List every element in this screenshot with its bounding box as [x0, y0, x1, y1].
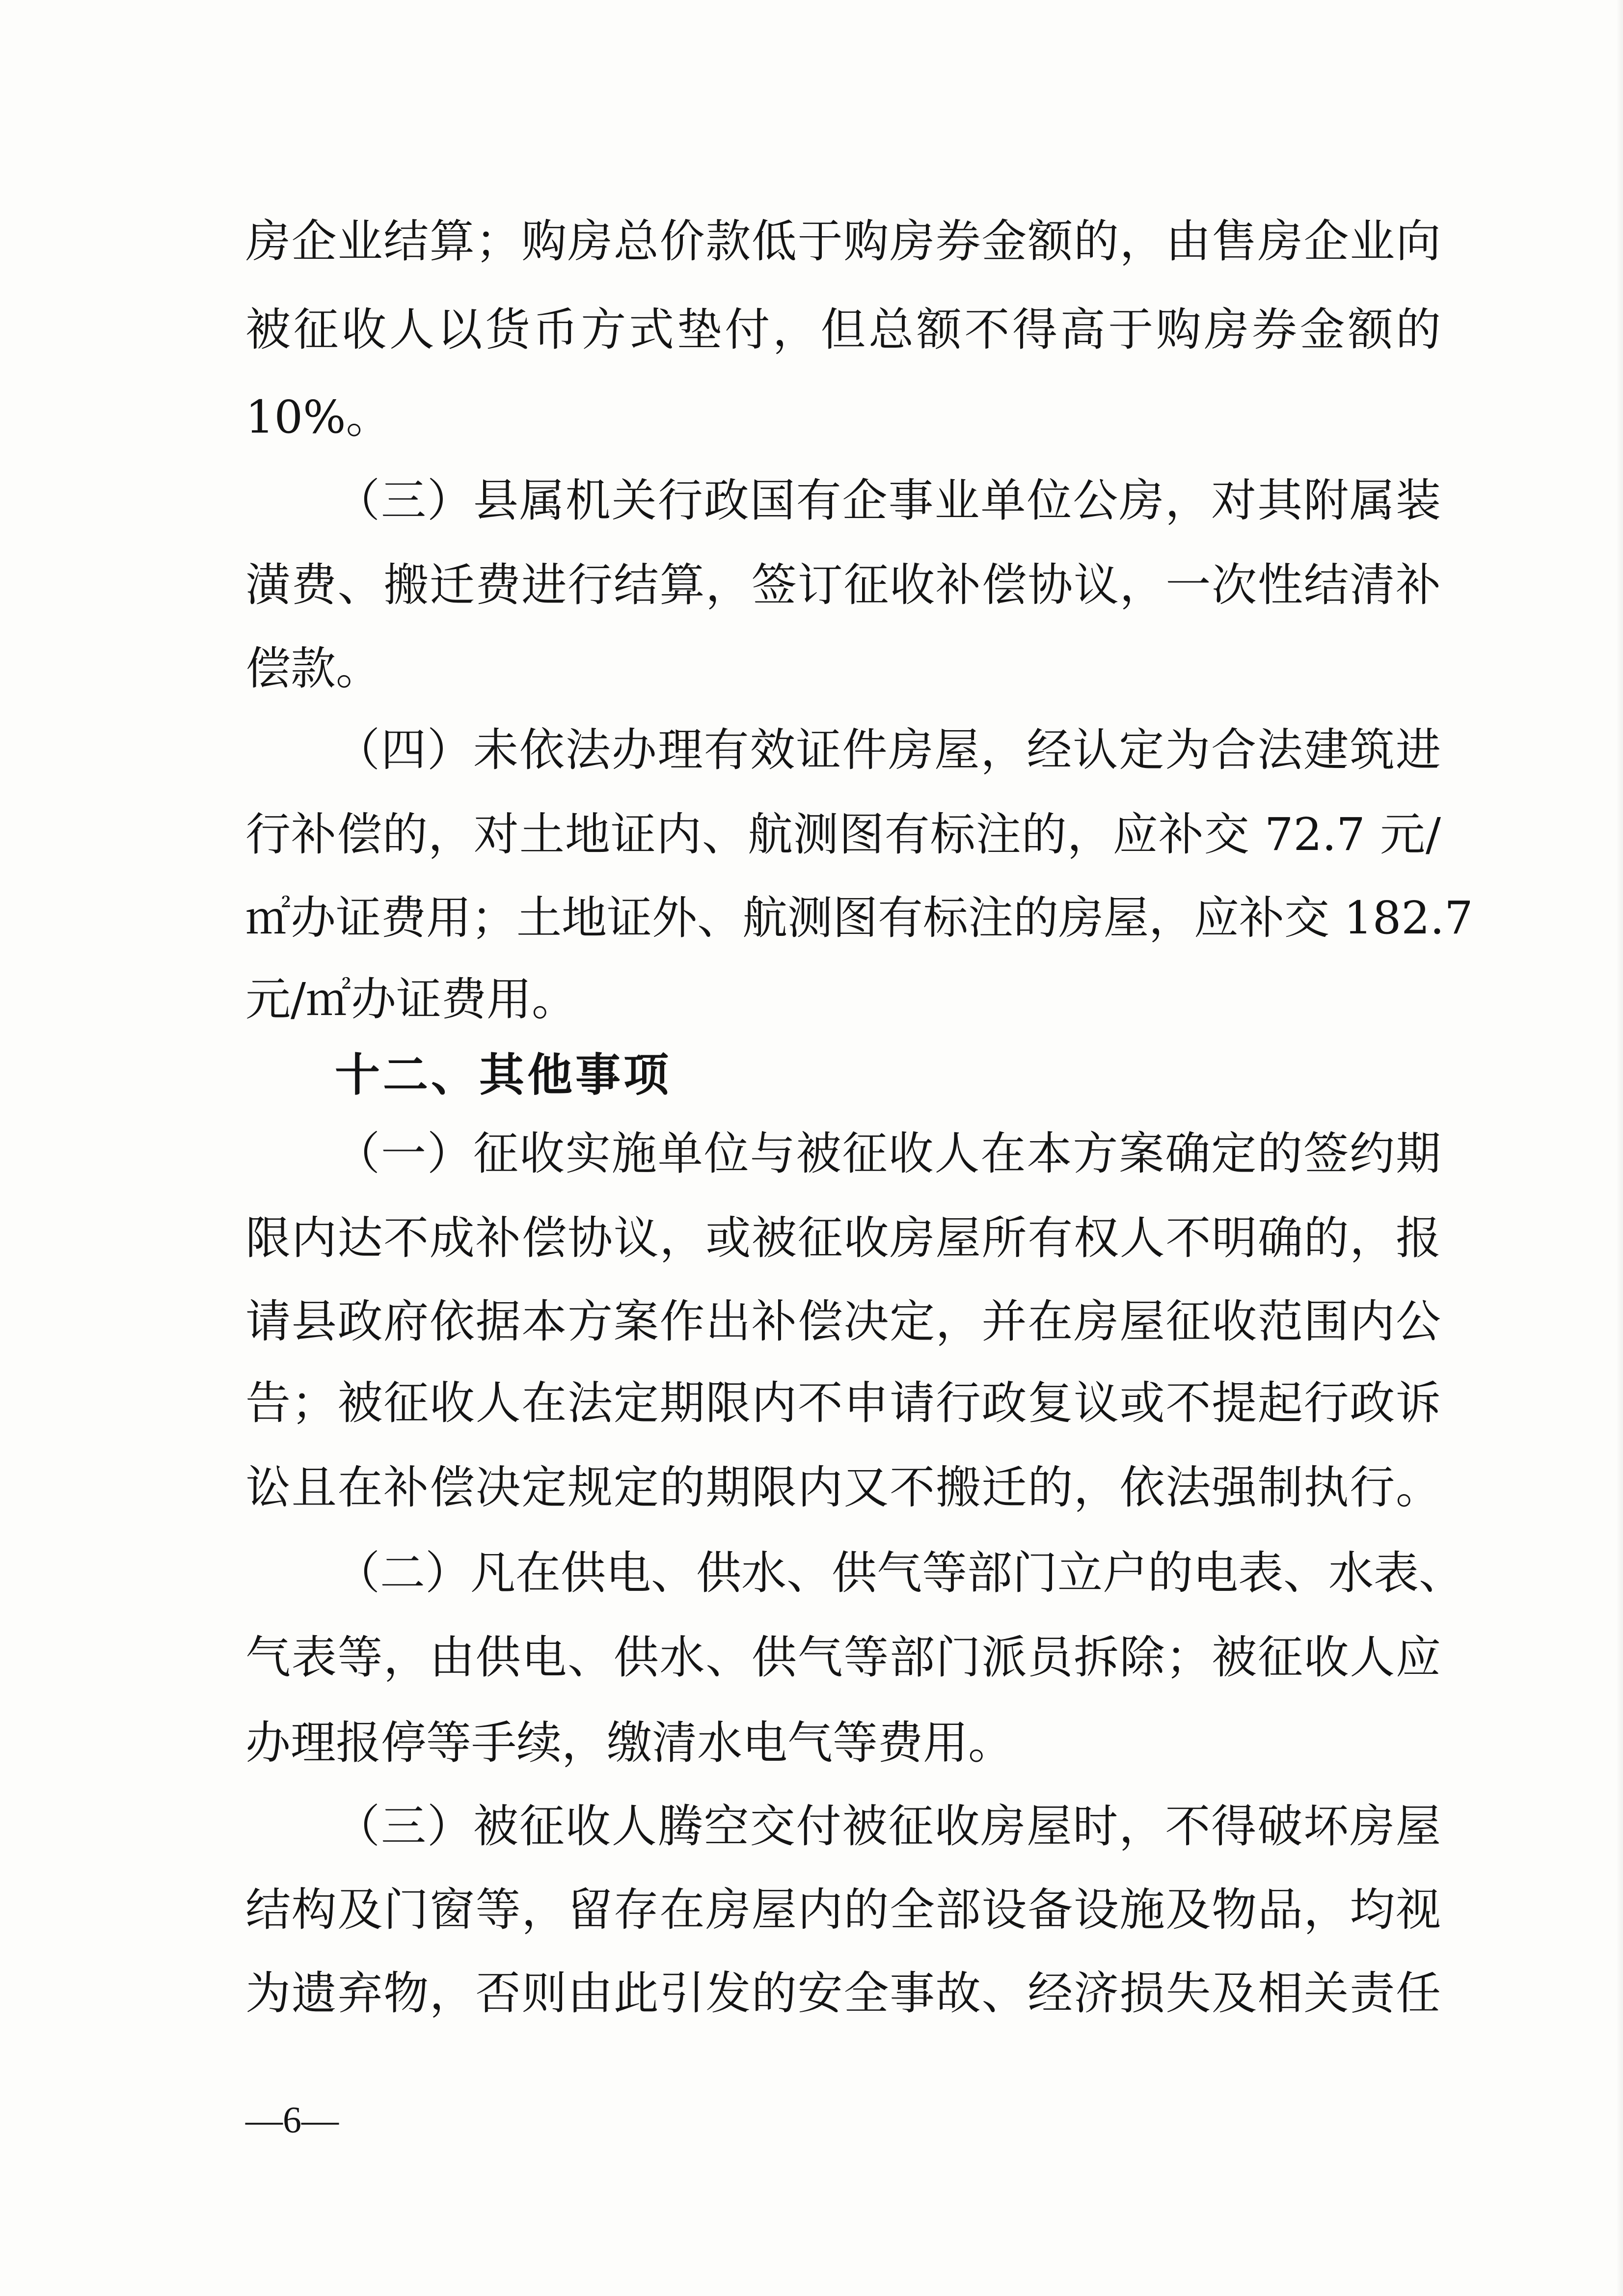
body-text-line: 告；被征收人在法定期限内不申请行政复议或不提起行政诉 — [245, 1377, 1441, 1429]
body-text-line: 房企业结算；购房总价款低于购房券金额的，由售房企业向 — [245, 215, 1441, 268]
body-text-line: 办理报停等手续，缴清水电气等费用。 — [245, 1717, 1014, 1769]
body-text-line: 行补偿的，对土地证内、航测图有标注的，应补交 72.7 元/ — [245, 808, 1441, 861]
body-text-line: 限内达不成补偿协议，或被征收房屋所有权人不明确的，报 — [245, 1212, 1441, 1264]
body-text-line: （一）征收实施单位与被征收人在本方案确定的签约期 — [335, 1127, 1441, 1180]
body-text-line: 元/㎡办证费用。 — [245, 973, 577, 1026]
body-text-line: 潢费、搬迁费进行结算，签订征收补偿协议，一次性结清补 — [245, 559, 1441, 611]
body-text-line: 请县政府依据本方案作出补偿决定，并在房屋征收范围内公 — [245, 1295, 1441, 1348]
body-text-line: 讼且在补偿决定规定的期限内又不搬迁的，依法强制执行。 — [245, 1461, 1441, 1514]
body-text-line: 结构及门窗等，留存在房屋内的全部设备设施及物品，均视 — [245, 1884, 1441, 1936]
body-text-line: 偿款。 — [245, 642, 381, 695]
body-text-line: （二）凡在供电、供水、供气等部门立户的电表、水表、 — [335, 1547, 1464, 1599]
body-text-line: ㎡办证费用；土地证外、航测图有标注的房屋，应补交 182.7 — [245, 892, 1473, 944]
body-text-line: 气表等，由供电、供水、供气等部门派员拆除；被征收人应 — [245, 1631, 1441, 1684]
body-text-line: （三）县属机关行政国有企事业单位公房，对其附属装 — [335, 474, 1441, 527]
body-text-line: 为遗弃物，否则由此引发的安全事故、经济损失及相关责任 — [245, 1967, 1441, 2020]
page-number: —6— — [245, 2100, 339, 2141]
body-text-line: 10%。 — [245, 391, 391, 443]
section-heading: 十二、其他事项 — [335, 1049, 672, 1101]
body-text-line: （三）被征收人腾空交付被征收房屋时，不得破坏房屋 — [335, 1800, 1441, 1853]
body-text-line: （四）未依法办理有效证件房屋，经认定为合法建筑进 — [335, 724, 1441, 776]
body-text-line: 被征收人以货币方式垫付，但总额不得高于购房券金额的 — [245, 303, 1441, 356]
